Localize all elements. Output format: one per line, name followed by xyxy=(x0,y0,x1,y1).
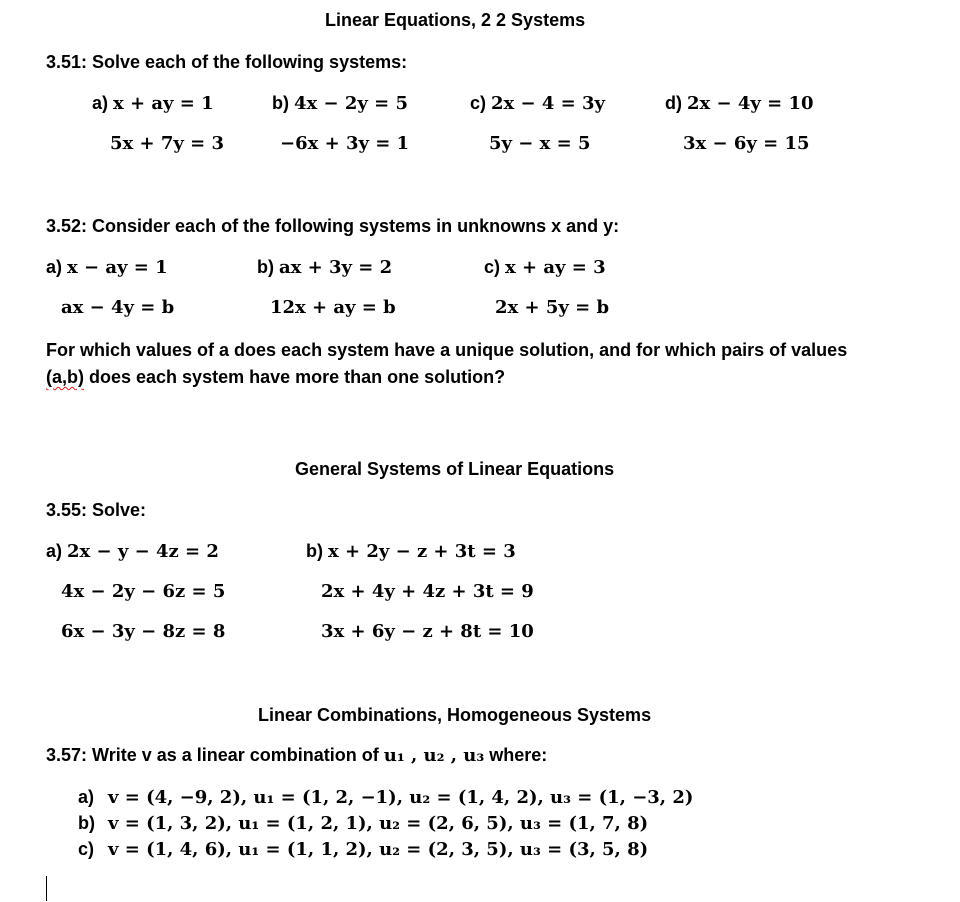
equation: x + ay = 3 xyxy=(505,257,606,278)
part-label: c) xyxy=(470,93,492,113)
problem-351-a-eq2: 5x + 7y = 3 xyxy=(110,133,224,154)
text-cursor[interactable] xyxy=(46,876,47,901)
heading-prefix: 3.57: Write v as a linear combination of xyxy=(46,745,384,765)
spellcheck-flagged-word[interactable]: (a,b) xyxy=(46,367,84,387)
problem-351-c-eq2: 5y − x = 5 xyxy=(489,133,591,154)
part-label: d) xyxy=(665,93,687,113)
equation: x + ay = 1 xyxy=(113,93,214,114)
section-title-linear-equations: Linear Equations, 2 2 Systems xyxy=(325,10,586,30)
problem-352-question-line2 xyxy=(46,366,505,388)
problem-352-question-line1: For which values of a does each system have a unique solution, and for which pairs of values xyxy=(46,340,848,360)
question-rest: does each system have more than one solution? xyxy=(84,367,506,387)
problem-352-a-eq2: ax − 4y = b xyxy=(61,297,175,318)
problem-351-a-eq1 xyxy=(92,92,214,115)
part-label: b) xyxy=(306,541,328,561)
problem-351-d-eq1 xyxy=(665,92,814,115)
problem-352-b-eq1 xyxy=(257,256,392,279)
problem-352-a-eq1 xyxy=(46,256,168,279)
section-title-linear-combinations: Linear Combinations, Homogeneous Systems xyxy=(258,705,652,725)
equation: x + 2y − z + 3t = 3 xyxy=(328,541,516,562)
problem-355-a-eq2: 4x − 2y − 6z = 5 xyxy=(61,581,226,602)
equation: 2x − y − 4z = 2 xyxy=(67,541,219,562)
problem-351-heading: 3.51: Solve each of the following systems: xyxy=(46,52,408,72)
part-label: b) xyxy=(78,813,95,833)
problem-351-d-eq2: 3x − 6y = 15 xyxy=(683,133,810,154)
problem-351-b-eq2: −6x + 3y = 1 xyxy=(280,133,410,154)
equation: v = (1, 3, 2), u₁ = (1, 2, 1), u₂ = (2, 6, 5), u₃ = (1, 7, 8) xyxy=(108,813,649,834)
problem-355-a-eq1 xyxy=(46,540,219,563)
problem-357-a xyxy=(78,786,693,809)
problem-355-a-eq3: 6x − 3y − 8z = 8 xyxy=(61,621,226,642)
problem-351-c-eq1 xyxy=(470,92,605,115)
problem-357-b xyxy=(78,812,648,835)
part-label: a) xyxy=(46,257,68,277)
problem-357-heading xyxy=(46,744,547,767)
problem-352-c-eq1 xyxy=(484,256,606,279)
part-label: c) xyxy=(78,839,95,859)
section-title-general-systems: General Systems of Linear Equations xyxy=(295,459,615,479)
heading-vectors: u₁ , u₂ , u₃ xyxy=(383,745,485,766)
part-label: a) xyxy=(92,93,114,113)
equation: x − ay = 1 xyxy=(67,257,168,278)
equation: v = (4, −9, 2), u₁ = (1, 2, −1), u₂ = (1, 4, 2), u₃ = (1, −3, 2) xyxy=(108,787,694,808)
equation: v = (1, 4, 6), u₁ = (1, 1, 2), u₂ = (2, 3, 5), u₃ = (3, 5, 8) xyxy=(108,839,649,860)
problem-355-heading: 3.55: Solve: xyxy=(46,500,147,520)
problem-355-b-eq1 xyxy=(306,540,516,563)
problem-352-c-eq2: 2x + 5y = b xyxy=(495,297,610,318)
problem-355-b-eq3: 3x + 6y − z + 8t = 10 xyxy=(321,621,534,642)
problem-357-c xyxy=(78,838,648,861)
problem-352-heading: 3.52: Consider each of the following systems in unknowns x and y: xyxy=(46,216,620,236)
part-label: a) xyxy=(46,541,68,561)
part-label: b) xyxy=(257,257,279,277)
part-label: b) xyxy=(272,93,294,113)
problem-351-b-eq1 xyxy=(272,92,408,115)
equation: 4x − 2y = 5 xyxy=(294,93,408,114)
equation: ax + 3y = 2 xyxy=(279,257,393,278)
part-label: c) xyxy=(484,257,506,277)
equation: 2x − 4 = 3y xyxy=(491,93,606,114)
equation: 2x − 4y = 10 xyxy=(687,93,814,114)
part-label: a) xyxy=(78,787,95,807)
heading-suffix: where: xyxy=(484,745,548,765)
problem-352-b-eq2: 12x + ay = b xyxy=(270,297,396,318)
problem-355-b-eq2: 2x + 4y + 4z + 3t = 9 xyxy=(321,581,534,602)
